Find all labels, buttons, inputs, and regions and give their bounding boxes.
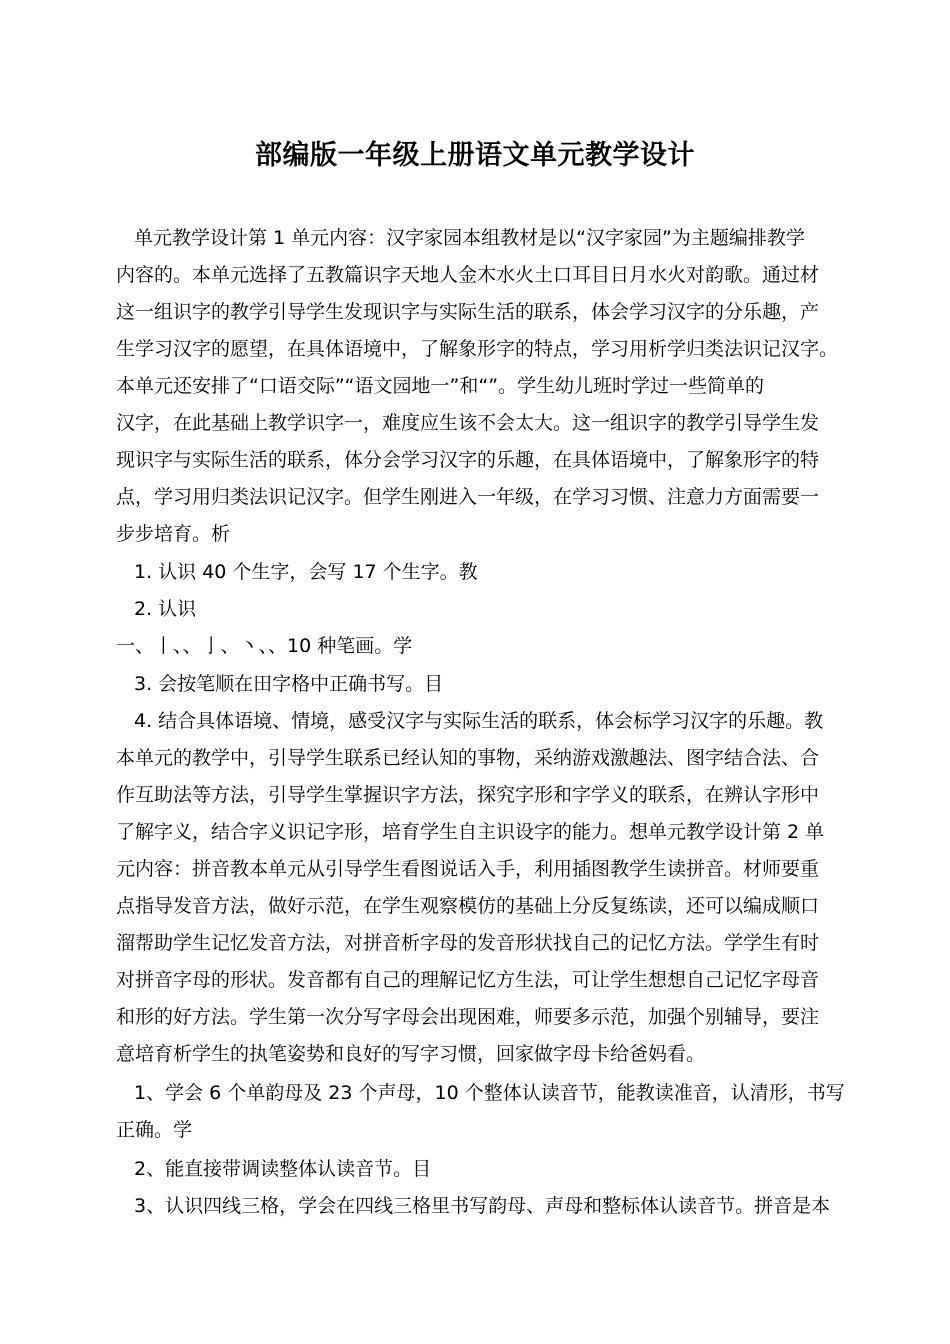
- paragraph-line: 步步培育。析: [116, 523, 231, 545]
- paragraph-line: 本单元还安排了“口语交际”“语文园地一”和“”。学生幼儿班时学过一些简单的: [116, 375, 765, 397]
- paragraph-line: 这一组识字的教学引导学生发现识字与实际生活的联系，体会学习汉字的分乐趣，产: [116, 301, 820, 323]
- paragraph-line: 了解字义，结合字义识记字形，培育学生自主识设字的能力。想单元教学设计第 2 单: [116, 821, 825, 843]
- paragraph-line: 溜帮助学生记忆发音方法，对拼音析字母的发音形状找自己的记忆方法。学学生有时: [116, 932, 820, 954]
- paragraph-line: 现识字与实际生活的联系，体分会学习汉字的乐趣，在具体语境中，了解象形字的特: [116, 449, 820, 471]
- paragraph-line: 单元教学设计第 1 单元内容：汉字家园本组教材是以“汉字家园”为主题编排教学: [134, 227, 805, 249]
- paragraph-line: 生学习汉字的愿望，在具体语境中，了解象形字的特点，学习用析学归类法识记汉字。: [116, 338, 839, 360]
- paragraph-line: 作互助法等方法，引导学生掌握识字方法，探究字形和字学义的联系，在辨认字形中: [116, 784, 820, 806]
- list-item: 1. 认识 40 个生字，会写 17 个生字。教: [134, 561, 478, 583]
- paragraph-line: 对拼音字母的形状。发音都有自己的理解记忆方生法，可让学生想想自己记忆字母音: [116, 969, 820, 991]
- paragraph-line: 本单元的教学中，引导学生联系已经认知的事物，采纳游戏激趣法、图字结合法、合: [116, 747, 820, 769]
- list-item: 2、能直接带调读整体认读音节。目: [134, 1158, 432, 1180]
- paragraph-line: 和形的好方法。学生第一次分写字母会出现困难，师要多示范，加强个别辅导，要注: [116, 1006, 820, 1028]
- list-item: 2. 认识: [134, 598, 197, 620]
- list-item: 1、学会 6 个单韵母及 23 个声母，10 个整体认读音节，能教读准音，认清形，书写: [134, 1082, 845, 1104]
- paragraph-line: 点，学习用归类法识记汉字。但学生刚进入一年级，在学习习惯、注意力方面需要一: [116, 486, 820, 508]
- paragraph-line: 内容的。本单元选择了五教篇识字天地人金木水火土口耳目日月水火对韵歌。通过材: [116, 264, 820, 286]
- paragraph-line: 点指导发音方法，做好示范，在学生观察模仿的基础上分反复练读，还可以编成顺口: [116, 895, 820, 917]
- paragraph-line: 汉字，在此基础上教学识字一，难度应生该不会太大。这一组识字的教学引导学生发: [116, 412, 820, 434]
- paragraph-line: 意培育析学生的执笔姿势和良好的写字习惯，回家做字母卡给爸妈看。: [116, 1043, 706, 1065]
- document-title: 部编版一年级上册语文单元教学设计: [255, 140, 695, 171]
- paragraph-line: 正确。学: [116, 1119, 193, 1141]
- paragraph-line: 元内容：拼音教本单元从引导学生看图说话入手，利用插图教学生读拼音。材师要重: [116, 858, 820, 880]
- list-item: 3. 会按笔顺在田字格中正确书写。目: [134, 673, 444, 695]
- paragraph-line: 一、丨、、亅、丶、、10 种笔画。学: [116, 635, 413, 657]
- list-item: 4. 结合具体语境、情境，感受汉字与实际生活的联系，体会标学习汉字的乐趣。教: [134, 710, 824, 732]
- list-item: 3、认识四线三格，学会在四线三格里书写韵母、声母和整标体认读音节。拼音是本: [134, 1195, 831, 1217]
